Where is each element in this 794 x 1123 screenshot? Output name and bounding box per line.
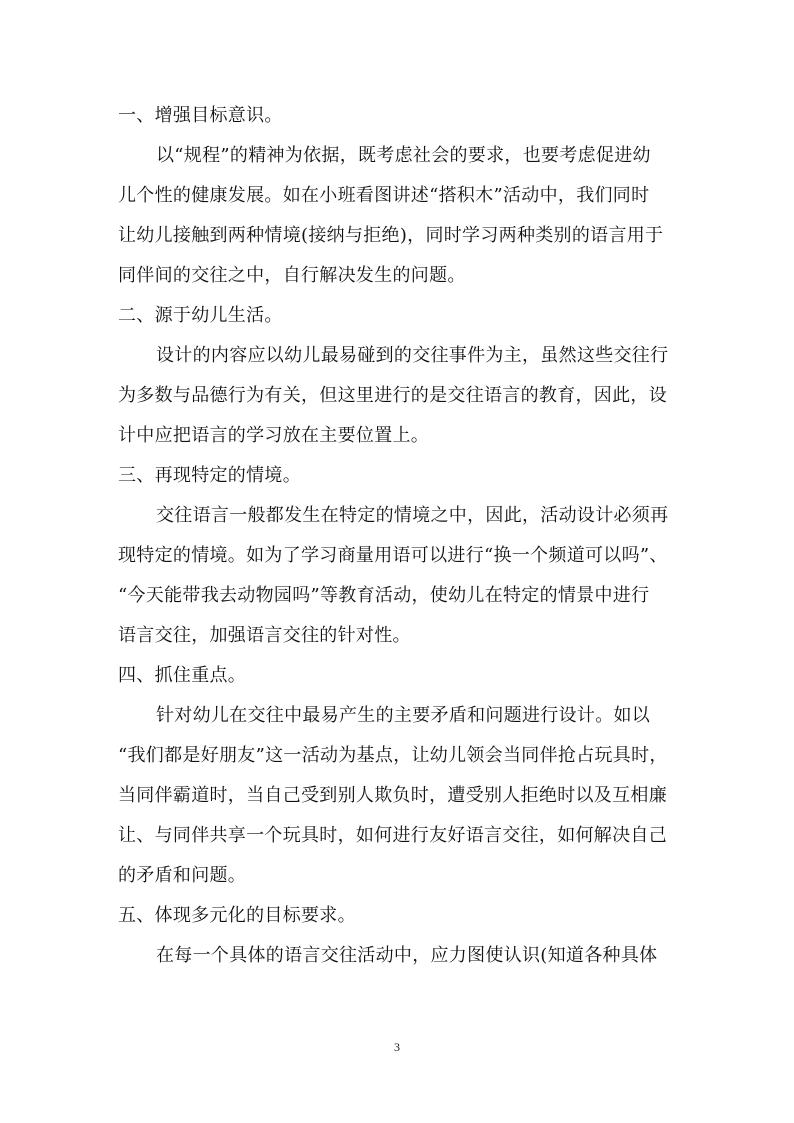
text-line: 四、抓住重点。 xyxy=(118,665,247,686)
text-line: 同伴间的交往之中，自行解决发生的问题。 xyxy=(118,265,466,286)
text-line: 让幼儿接触到两种情境(接纳与拒绝)，同时学习两种类别的语言用于 xyxy=(118,225,664,246)
paragraph-line-first: 以“规程”的精神为依据，既考虑社会的要求，也要考虑促进幼 xyxy=(156,145,651,166)
text-line: 语言交往，加强语言交往的针对性。 xyxy=(118,625,411,646)
text-line: 五、体现多元化的目标要求。 xyxy=(118,905,356,926)
text-line: 让、与同伴共享一个玩具时，如何进行友好语言交往，如何解决自己 xyxy=(118,825,667,846)
text-line: 二、源于幼儿生活。 xyxy=(118,305,283,326)
text-line: 为多数与品德行为有关，但这里进行的是交往语言的教育，因此，设 xyxy=(118,385,667,406)
text-line: 的矛盾和问题。 xyxy=(118,865,247,886)
text-line: 一、增强目标意识。 xyxy=(118,105,283,126)
text-line: 当同伴霸道时，当自己受到别人欺负时，遭受别人拒绝时以及互相廉 xyxy=(118,785,667,806)
paragraph-line-first: 设计的内容应以幼儿最易碰到的交往事件为主，虽然这些交往行 xyxy=(156,345,669,366)
text-line: “今天能带我去动物园吗”等教育活动，使幼儿在特定的情景中进行 xyxy=(118,585,650,606)
paragraph-line-first: 交往语言一般都发生在特定的情境之中，因此，活动设计必须再 xyxy=(156,505,669,526)
page-number: 3 xyxy=(394,1040,400,1054)
paragraph-line-first: 针对幼儿在交往中最易产生的主要矛盾和问题进行设计。如以 xyxy=(156,705,651,726)
text-line: 三、再现特定的情境。 xyxy=(118,465,301,486)
text-line: 儿个性的健康发展。如在小班看图讲述“搭积木”活动中，我们同时 xyxy=(118,185,650,206)
text-line: 现特定的情境。如为了学习商量用语可以进行“换一个频道可以吗”、 xyxy=(118,545,668,566)
paragraph-line-first: 在每一个具体的语言交往活动中，应力图使认识(知道各种具体 xyxy=(156,945,658,966)
text-line: 计中应把语言的学习放在主要位置上。 xyxy=(118,425,430,446)
document-body xyxy=(118,96,678,976)
text-line: “我们都是好朋友”这一活动为基点，让幼儿领会当同伴抢占玩具时， xyxy=(118,745,668,766)
